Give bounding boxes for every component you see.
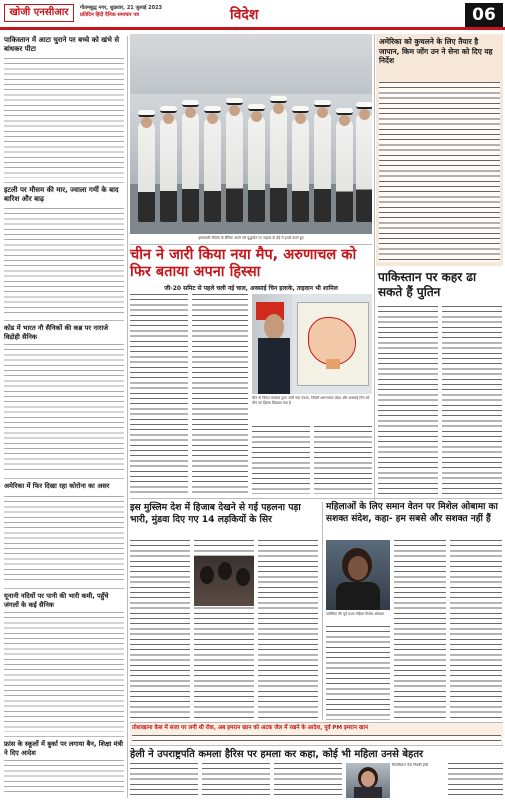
right-top-text xyxy=(379,82,500,262)
haley-photo-caption: रिपब्लिकन नेता निक्की हेली xyxy=(392,763,429,767)
lead-subhead: जी-20 समिट से पहले चली नई चाल, अक्साई चिन इलाके, ताइवान भी शामिल xyxy=(164,285,338,292)
lead-text-col-4 xyxy=(314,426,372,494)
bottom-headline: हेली ने उपराष्ट्रपति कमला हैरिस पर हमला कर कहा, कोई भी महिला उनसे बेहतर xyxy=(130,749,424,760)
left-headline-4: अमेरिका में फिर दिखा रहा कोरोना का असर xyxy=(4,482,110,490)
lead-headline: चीन ने जारी किया नया मैप, अरुणाचल को फिर बताया अपना हिस्सा xyxy=(130,247,357,280)
edition-date: गौतमबुद्ध नगर, शुक्रवार, 21 जुलाई 2023 xyxy=(80,5,163,11)
lead-photo xyxy=(130,34,372,234)
lead-text-col-3 xyxy=(252,426,310,494)
left-text-5 xyxy=(4,612,124,732)
lead-map-photo xyxy=(252,294,372,394)
section-title: विदेश xyxy=(230,7,259,23)
obama-photo-caption: अमेरिका की पूर्व प्रथम महिला मिशेल ओबामा xyxy=(326,612,385,616)
mid-right-text-3 xyxy=(326,626,390,720)
lead-map-caption: चीन के विदेश मंत्रालय द्वारा जारी नया नक्शा, जिसमें अरुणाचल प्रदेश और अक्साई चिन को चीन का हिस्सा दिखाया गया है xyxy=(252,396,370,405)
left-text-6 xyxy=(4,760,124,796)
mid-left-photo xyxy=(194,556,254,606)
left-headline-6: फ्रांस के स्कूलों में बुर्का पर लगाया बैन, शिक्षा मंत्री ने दिए आदेश xyxy=(4,740,123,757)
left-headline-3: कोड में भारत नौ सैनिकों की कब्र पर नाराजे विद्रोही सैनिक xyxy=(4,324,109,341)
mid-right-headline: महिलाओं के लिए समान वेतन पर मिशेल ओबामा का सशक्त संदेश, कहा- हम सबसे और सशक्त नहीं हैं xyxy=(326,502,498,524)
right-mid-headline: पाकिस्तान पर कहर ढा सकते हैं पुतिन xyxy=(378,270,477,299)
lead-text-col-1 xyxy=(130,294,188,494)
right-top-story xyxy=(376,34,503,266)
left-text-1 xyxy=(4,58,124,178)
left-text-2 xyxy=(4,208,124,316)
date-line xyxy=(80,5,230,19)
mid-right-text-1 xyxy=(394,540,446,720)
mid-right-text-2 xyxy=(450,540,502,720)
bottom-text-3 xyxy=(274,763,342,798)
bottom-text-1 xyxy=(130,763,198,798)
right-mid-text-1 xyxy=(378,306,438,496)
map-icon xyxy=(297,302,369,386)
left-column xyxy=(4,36,124,798)
bottom-text-4 xyxy=(448,763,503,798)
left-text-3 xyxy=(4,344,124,474)
obama-photo xyxy=(326,540,390,610)
lead-text-col-2 xyxy=(192,294,248,494)
bottom-text-2 xyxy=(202,763,270,798)
right-top-headline: अमेरिका को कुचलने के लिए तैयार है जापान, किम जोंग उन ने सेना को दिए यह निर्देश xyxy=(379,37,493,65)
page-number: 06 xyxy=(465,3,503,27)
left-headline-1: पाकिस्तान में आटा चुराने पर बच्चे को खंभे से बांधकर पीटा xyxy=(4,36,120,53)
right-mid-text-2 xyxy=(442,306,502,496)
left-headline-2: इटली पर मौसम की मार, ज्वाला गर्मी के बाद बारिश और बाढ़ xyxy=(4,186,119,203)
mid-left-text-1 xyxy=(130,540,190,720)
ticker-headline: तोशाखाना केस में सजा पर लगी थी रोक, अब इमरान खान को अटक जेल में रखने के आदेश, पूर्व PM इमरान खान xyxy=(132,725,369,731)
brand-logo: खोजी एनसीआर xyxy=(4,4,74,22)
lead-photo-caption: इसरायली नौसेना के सैनिक अपने नये युद्धपोत पर जहाज के बेड़े में हमले करते हुए xyxy=(198,236,304,240)
left-text-4 xyxy=(4,496,124,584)
mid-left-text-3 xyxy=(258,540,318,720)
edition-subline: प्रतिदिन हिंदी दैनिक समाचार पत्र xyxy=(80,12,139,18)
ticker-strip xyxy=(130,722,503,746)
haley-photo xyxy=(346,763,390,798)
mid-left-headline: इस मुस्लिम देश में हिजाब देखने से गई पहलना पड़ा भारी, मुंडवा दिए गए 14 लड़कियों के सिर xyxy=(130,502,301,525)
left-headline-5: यूनानी नदियों पर पानी की भारी कमी, पहुँचे जंगलों के कई सैनिक xyxy=(4,592,109,609)
